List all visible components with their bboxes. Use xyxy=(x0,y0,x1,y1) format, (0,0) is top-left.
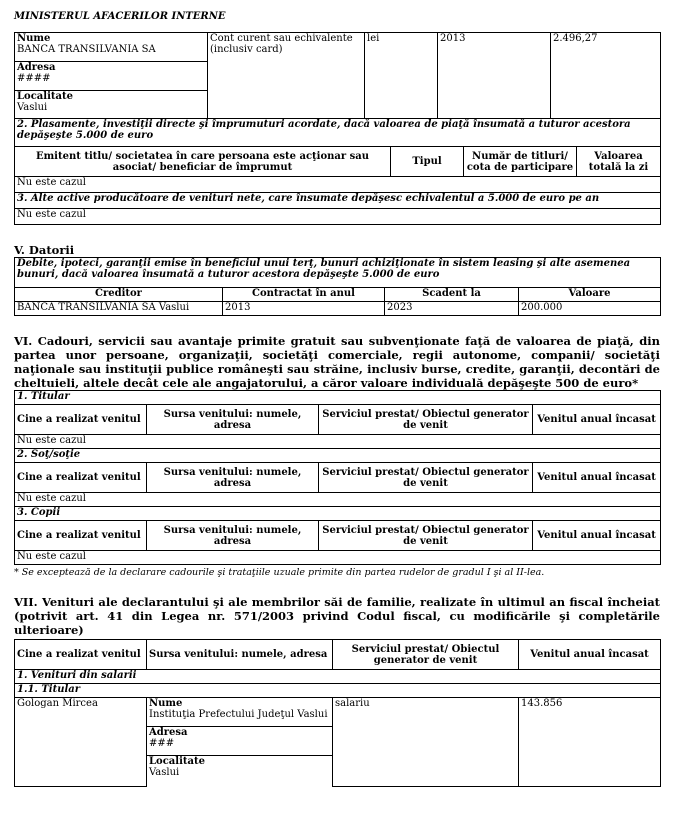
gifts-titular-empty: Nu este cazul xyxy=(15,435,661,449)
gifts-group-spouse: 2. Soţ/soţie xyxy=(15,449,661,463)
income-service: salariu xyxy=(333,698,519,787)
income-amount: 143.856 xyxy=(519,698,661,787)
gifts-header-who: Cine a realizat venitul xyxy=(15,463,147,493)
bank-address: #### xyxy=(17,73,51,84)
gifts-header-income: Venitul anual încasat xyxy=(533,463,661,493)
debts-header-contracted: Contractat în anul xyxy=(223,288,385,302)
section6-heading: VI. Cadouri, servicii sau avantaje primite gratuit sau subvenţionate faţă de valoarea de piaţă, din partea unor persoane, organizaţii, societăţi comerciale, regii autonome, companii/ societăţi naţionale sau instituţii publice româneşti sau străine, inclusiv burse, credite, garanţii, decontări de cheltuieli, altele decât cele ale angajatorului, a căror valoare individuală depăşeşte 500 de euro* xyxy=(14,334,660,390)
address-label: Adresa xyxy=(17,62,56,73)
debts-header-creditor: Creditor xyxy=(15,288,223,302)
assets-table xyxy=(14,32,661,147)
gifts-header-income: Venitul anual încasat xyxy=(533,521,661,551)
section5-heading: V. Datorii xyxy=(14,243,75,257)
table-row xyxy=(15,698,661,787)
section5-subtitle: Debite, ipoteci, garanţii emise în beneficiul unui terţ, bunuri achiziţionate în sistem leasing şi alte asemenea bunuri, dacă valoarea însumată a tuturor acestora depăşeşte 5.000 de euro xyxy=(15,258,661,288)
debt-due: 2023 xyxy=(385,302,519,316)
gifts-spouse-empty: Nu este cazul xyxy=(15,493,661,507)
gifts-footnote: * Se exceptează de la declarare cadourile şi trataţiile uzuale primite din partea rudelor de gradul I şi al II-lea. xyxy=(14,567,545,578)
gifts-group-children: 3. Copii xyxy=(15,507,661,521)
gifts-header-source: Sursa venitului: numele, adresa xyxy=(147,521,319,551)
income-header-who: Cine a realizat venitul xyxy=(15,640,147,670)
income-header-service: Serviciul prestat/ Obiectul generator de venit xyxy=(333,640,519,670)
section3-title: 3. Alte active producătoare de venituri nete, care însumate depăşesc echivalentul a 5.000 de euro pe an xyxy=(15,193,661,209)
gifts-header-service: Serviciul prestat/ Obiectul generator de venit xyxy=(319,405,533,435)
ministry-header: MINISTERUL AFACERILOR INTERNE xyxy=(14,11,226,22)
income-salary-titular: 1.1. Titular xyxy=(15,684,661,698)
investments-header-type: Tipul xyxy=(391,147,464,177)
debt-contracted: 2013 xyxy=(223,302,385,316)
income-header-income: Venitul anual încasat xyxy=(519,640,661,670)
gifts-header-who: Cine a realizat venitul xyxy=(15,521,147,551)
income-employer-name: Instituţia Prefectului Judeţul Vaslui xyxy=(149,709,328,720)
table-row xyxy=(15,302,661,316)
section2-empty: Nu este cazul xyxy=(15,177,661,193)
section7-heading: VII. Venituri ale declarantului şi ale membrilor săi de familie, realizate în ultimul an fiscal încheiat (potrivit art. 41 din Legea nr. 571/2003 privind Codul fiscal, cu modificările şi completările ulterioare) xyxy=(14,595,660,637)
income-source-cell xyxy=(147,698,333,787)
account-type: Cont curent sau echivalente (inclusiv card) xyxy=(208,33,365,119)
locality-label: Localitate xyxy=(17,91,73,102)
section2-title: 2. Plasamente, investiţii directe şi împrumuturi acordate, dacă valoarea de piaţă însumată a tuturor acestora depăşeşte 5.000 de euro xyxy=(15,119,661,147)
income-who: Gologan Mircea xyxy=(15,698,147,787)
bank-identity-cell xyxy=(15,33,208,119)
gifts-header-service: Serviciul prestat/ Obiectul generator de venit xyxy=(319,521,533,551)
gifts-group-titular: 1. Titular xyxy=(15,391,661,405)
investments-header-issuer: Emitent titlu/ societatea în care persoana este acţionar sau asociat/ beneficiar de împrumut xyxy=(15,147,391,177)
gifts-header-source: Sursa venitului: numele, adresa xyxy=(147,405,319,435)
gifts-header-income: Venitul anual încasat xyxy=(533,405,661,435)
section3-empty: Nu este cazul xyxy=(15,209,661,225)
bank-name: BANCA TRANSILVANIA SA xyxy=(17,44,156,55)
gifts-children-empty: Nu este cazul xyxy=(15,551,661,565)
debt-value: 200.000 xyxy=(519,302,661,316)
income-address-label: Adresa xyxy=(149,727,188,738)
debts-header-due: Scadent la xyxy=(385,288,519,302)
investments-header-count: Număr de titluri/ cota de participare xyxy=(464,147,577,177)
investments-header-value: Valoarea totală la zi xyxy=(577,147,661,177)
account-year: 2013 xyxy=(438,33,551,119)
gifts-header-who: Cine a realizat venitul xyxy=(15,405,147,435)
declaration-page xyxy=(14,10,660,787)
income-header-source: Sursa venitului: numele, adresa xyxy=(147,640,333,670)
gifts-header-source: Sursa venitului: numele, adresa xyxy=(147,463,319,493)
income-employer-address: ### xyxy=(149,738,175,749)
income-locality-label: Localitate xyxy=(149,756,205,767)
debt-creditor: BANCA TRANSILVANIA SA Vaslui xyxy=(15,302,223,316)
income-salary-section: 1. Venituri din salarii xyxy=(15,670,661,684)
income-name-label: Nume xyxy=(149,698,183,709)
income-table xyxy=(14,639,661,787)
account-currency: lei xyxy=(365,33,438,119)
investments-table xyxy=(14,146,661,225)
debts-header-value: Valoare xyxy=(519,288,661,302)
gifts-table xyxy=(14,390,661,565)
gifts-header-service: Serviciul prestat/ Obiectul generator de venit xyxy=(319,463,533,493)
income-employer-locality: Vaslui xyxy=(149,767,180,778)
account-amount: 2.496,27 xyxy=(551,33,661,119)
debts-table xyxy=(14,257,661,316)
bank-locality: Vaslui xyxy=(17,102,48,113)
name-label: Nume xyxy=(17,33,51,44)
